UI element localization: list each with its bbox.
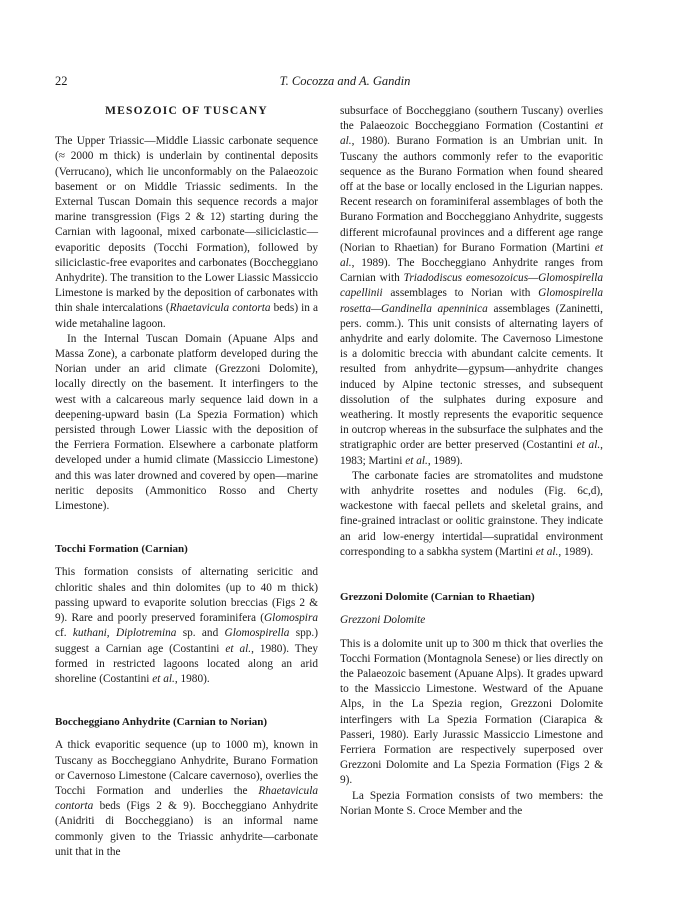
grezzoni-paragraph: This is a dolomite unit up to 300 m thick that overlies the Tocchi Formation (Montagnola Senese) or lies directly on the Palaeozoic basement (Apuane Alps). It grades upward to the Massiccio Limestone. Westward of the Apuane Alps, in the La Spezia region, Grezzoni Dolomite interfingers with La Spezia Formation (Ciarapica & Passeri, 1980). Early Jurassic Massiccio Limestone and Ferriera Formation are respectively superposed over Grezzoni Dolomite and La Spezia Formation (Figs 2 & 9). xyxy=(340,637,603,787)
tocchi-heading: Tocchi Formation (Carnian) xyxy=(55,543,188,556)
grezzoni-subheading: Grezzoni Dolomite xyxy=(340,614,426,627)
running-head: T. Cocozza and A. Gandin xyxy=(279,74,411,88)
left-column xyxy=(55,104,318,860)
tocchi-paragraph: This formation consists of alternating sericitic and chloritic shales and thin dolomites (up to 40 m thick) passing upward to evaporite solution breccias (Figs 2 & 9). Rare and poorly preserved foraminifera (Glomospira cf. kuthani, Diplotremina sp. and Glomospirella spp.) suggest a Carnian age (Costantini et al., 1980). They formed in restricted lagoons located along an arid shoreline (Costantini et al., 1980). xyxy=(55,566,319,685)
la-spezia-paragraph: La Spezia Formation consists of two members: the Norian Monte S. Croce Member and the xyxy=(340,789,603,817)
boccheggiano-continued-paragraph: subsurface of Boccheggiano (southern Tuscany) overlies the Palaeozoic Boccheggiano Formation (Costantini et al., 1980). Burano Formation is an Umbrian unit. In Tuscany the authors commonly refer to the evaporitic sequence as the Burano Formation when found sheared off at the base or locally enclosed in the Ligurian nappes. Recent research on foraminiferal assemblages of both the Burano Formation and Boccheggiano Anhydrite, suggests different microfaunal provinces and a different age range (Norian to Rhaetian) for Burano Formation (Martini et al., 1989). The Boccheggiano Anhydrite ranges from Carnian with Triadodiscus eomesozoicus—Glomospirella capellinii assemblages to Norian with Glomospirella rosetta—Gandinella apenninica assemblages (Zaninetti, pers. comm.). This unit consists of alternating layers of anhydrite and early dolomite. The Cavernoso Limestone is a dolomitic breccia with abundant calcite cements. It resulted from anhydrite—gypsum—anhydrite changes induced by Alpine tectonic stresses, and subsequent dissolution of the sulphates during exposure and weathering. It mostly represents the evaporitic sequence in outcrop whereas in the subsurface the sulphates and the stratigraphic order are better preserved (Costantini et al., 1983; Martini et al., 1989). xyxy=(340,105,604,467)
boccheggiano-heading: Boccheggiano Anhydrite (Carnian to Norian) xyxy=(55,716,268,729)
page-number: 22 xyxy=(55,74,68,88)
intro-paragraph-2: In the Internal Tuscan Domain (Apuane Alps and Massa Zone), a carbonate platform developed during the Norian under an arid climate (Grezzoni Dolomite), locally directly on the basement. It interfingers to the west with a calcareous marly sequence laid down in a deepening-upward basin (La Spezia Formation) which persisted through Lower Liassic with the deposition of the Ferriera Formation. Elsewhere a carbonate platform developed under a humid climate (Massiccio Limestone) and this was later drowned and covered by open—marine neritic deposits (Ammonitico Rosso and Cherty Limestone). xyxy=(55,332,318,513)
section-title: MESOZOIC OF TUSCANY xyxy=(105,105,268,117)
carbonate-facies-paragraph: The carbonate facies are stromatolites and mudstone with anhydrite rosettes and nodules (Fig. 6c,d), wackestone with faecal pellets and skeletal grains, and fine-grained intraclast or oolitic grainstone. They indicate an arid low-energy intertidal—supratidal environment corresponding to a sabkha system (Martini et al., 1989). xyxy=(340,469,603,558)
grezzoni-heading: Grezzoni Dolomite (Carnian to Rhaetian) xyxy=(340,591,535,604)
boccheggiano-paragraph: A thick evaporitic sequence (up to 1000 m), known in Tuscany as Boccheggiano Anhydrite, Burano Formation or Cavernoso Limestone (Calcare cavernoso), overlies the Tocchi Formation and underlies the Rhaetavicula contorta beds (Figs 2 & 9). Boccheggiano Anhydrite (Anidriti di Boccheggiano) is an informal name commonly given to the Triassic anhydrite—carbonate unit that in the xyxy=(55,739,318,858)
page-header xyxy=(55,74,635,90)
right-column xyxy=(340,104,603,819)
intro-paragraph-1: The Upper Triassic—Middle Liassic carbonate sequence (≈ 2000 m thick) is underlain by continental deposits (Verrucano), which lie unconformably on the Palaeozoic basement or on Middle Triassic sediments. In the External Tuscan Domain this sequence records a major marine transgression (Figs 2 & 12) starting during the Carnian with lagoonal, mixed carbonate—siliciclastic—evaporitic deposits (Tocchi Formation), followed by siliciclastic-free evaporites and carbonates (Boccheggiano Anhydrite). The transition to the Lower Liassic Massiccio Limestone is marked by the deposition of carbonates with thin shale intercalations (Rhaetavicula contorta beds) in a wide metahaline lagoon. xyxy=(55,135,318,330)
